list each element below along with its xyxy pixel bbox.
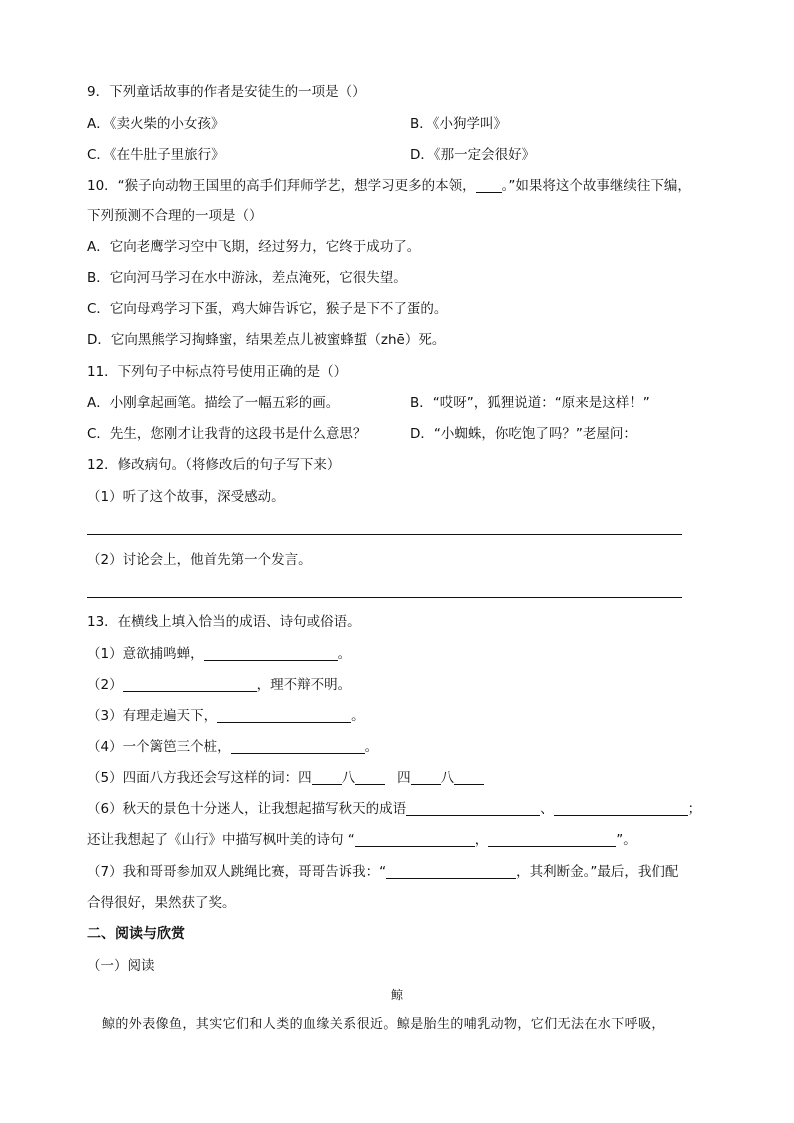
q13-item-5-si: 四 xyxy=(397,770,411,786)
q13-item-5 xyxy=(87,768,484,788)
q13-item-6-line2-comma: ， xyxy=(474,832,489,848)
q13-blank-6c[interactable] xyxy=(355,831,475,847)
passage-line-1: 鲸的外表像鱼，其实它们和人类的血缘关系很近。鲸是胎生的哺乳动物，它们无法在水下呼吸， xyxy=(102,1017,665,1032)
q12-answer-line-2[interactable] xyxy=(87,597,682,598)
q11-stem: 11．下列句子中标点符号使用正确的是（） xyxy=(87,364,348,380)
q13-item-2 xyxy=(87,675,351,695)
q13-item-6-line2-text: 还让我想起了《山行》中描写枫叶美的诗句 “ xyxy=(87,832,355,848)
q10-option-d: D．它向黑熊学习掏蜂蜜，结果差点儿被蜜蜂蜇（zhē）死。 xyxy=(87,332,446,348)
q13-blank-6d[interactable] xyxy=(488,831,616,847)
q13-item-6-text: （6）秋天的景色十分迷人，让我想起描写秋天的成语 xyxy=(87,801,407,817)
q11-option-d: D．“小蜘蛛，你吃饱了吗？”老屋问： xyxy=(410,426,637,442)
q13-item-6-line2 xyxy=(87,830,637,850)
passage-title: 鲸 xyxy=(390,988,403,1002)
q12-sentence-1: （1）听了这个故事，深受感动。 xyxy=(87,489,285,505)
q13-item-4-text: （4）一个篱笆三个桩， xyxy=(87,739,231,755)
q13-blank-6a[interactable] xyxy=(406,800,540,816)
q13-blank-5d[interactable] xyxy=(454,769,484,785)
q12-stem: 12．修改病句。（将修改后的句子写下来） xyxy=(87,457,341,473)
q13-item-6-line2-end: ”。 xyxy=(616,832,637,848)
section-2-subtitle: （一）阅读 xyxy=(87,958,155,974)
q10-stem xyxy=(87,176,691,196)
q11-option-c: C．先生，您刚才让我背的这段书是什么意思？ xyxy=(87,426,367,442)
q9-option-b: B．《小狗学叫》 xyxy=(410,116,508,132)
section-2-title: 二、阅读与欣赏 xyxy=(87,926,185,942)
q13-stem: 13．在横线上填入恰当的成语、诗句或俗语。 xyxy=(87,614,361,630)
q13-blank-5c[interactable] xyxy=(411,769,441,785)
q13-item-3-end: 。 xyxy=(351,708,365,724)
q13-item-4-end: 。 xyxy=(364,739,379,755)
q13-blank-7[interactable] xyxy=(386,863,516,879)
q13-item-2-end: ，理不辩不明。 xyxy=(256,677,352,693)
q10-option-b: B．它向河马学习在水中游泳，差点淹死，它很失望。 xyxy=(87,270,407,286)
q13-item-1-end: 。 xyxy=(337,646,352,662)
q12-answer-line-1[interactable] xyxy=(87,534,682,535)
q13-blank-3[interactable] xyxy=(217,707,351,723)
q13-item-6-sep: 、 xyxy=(540,801,554,817)
q11-option-a: A．小刚拿起画笔。描绘了一幅五彩的画。 xyxy=(87,395,340,411)
q13-item-5-ba: 八 xyxy=(341,770,356,786)
q9-option-c: C．《在牛肚子里旅行》 xyxy=(87,147,225,163)
q11-option-b: B．“哎呀”，狐狸说道：“原来是这样！” xyxy=(410,395,650,411)
q10-stem-part2: 。”如果将这个故事继续往下编， xyxy=(501,178,691,194)
q13-item-2-text: （2） xyxy=(87,677,123,693)
q10-option-a: A．它向老鹰学习空中飞期，经过努力，它终于成功了。 xyxy=(87,239,421,255)
q13-item-7-text: （7）我和哥哥参加双人跳绳比赛，哥哥告诉我：“ xyxy=(87,864,387,880)
q9-option-a: A．《卖火柴的小女孩》 xyxy=(87,116,225,132)
q13-item-3-text: （3）有理走遍天下， xyxy=(87,708,218,724)
q9-stem: 9．下列童话故事的作者是安徒生的一项是（） xyxy=(87,84,366,100)
q13-item-7 xyxy=(87,862,678,882)
q13-item-3 xyxy=(87,706,365,726)
q13-blank-5a[interactable] xyxy=(312,769,342,785)
q13-item-7-end: ，其利断金。”最后，我们配 xyxy=(516,864,679,880)
q9-option-d: D．《那一定会很好》 xyxy=(410,147,536,163)
q10-blank xyxy=(476,177,502,193)
q13-item-6-end: ； xyxy=(687,801,702,817)
q13-item-1 xyxy=(87,644,351,664)
q13-item-5-text: （5）四面八方我还会写这样的词：四 xyxy=(87,770,312,786)
q13-item-7-line2: 合得很好，果然获了奖。 xyxy=(87,895,236,911)
q13-item-1-text: （1）意欲捕鸣蝉， xyxy=(87,646,204,662)
q13-blank-1[interactable] xyxy=(204,645,338,661)
q13-blank-2[interactable] xyxy=(123,676,257,692)
q13-blank-5b[interactable] xyxy=(355,769,385,785)
q10-option-c: C．它向母鸡学习下蛋，鸡大婶告诉它，猴子是下不了蛋的。 xyxy=(87,301,448,317)
q13-item-4 xyxy=(87,737,378,757)
q13-blank-4[interactable] xyxy=(231,738,365,754)
q13-item-5-ba2: 八 xyxy=(440,770,455,786)
q13-item-6 xyxy=(87,799,701,819)
q12-sentence-2: （2）讨论会上，他首先第一个发言。 xyxy=(87,552,312,568)
q13-blank-6b[interactable] xyxy=(554,800,688,816)
q10-stem-part1: 10．“猴子向动物王国里的高手们拜师学艺，想学习更多的本领， xyxy=(87,178,476,194)
q10-stem-line2: 下列预测不合理的一项是（） xyxy=(87,208,263,224)
